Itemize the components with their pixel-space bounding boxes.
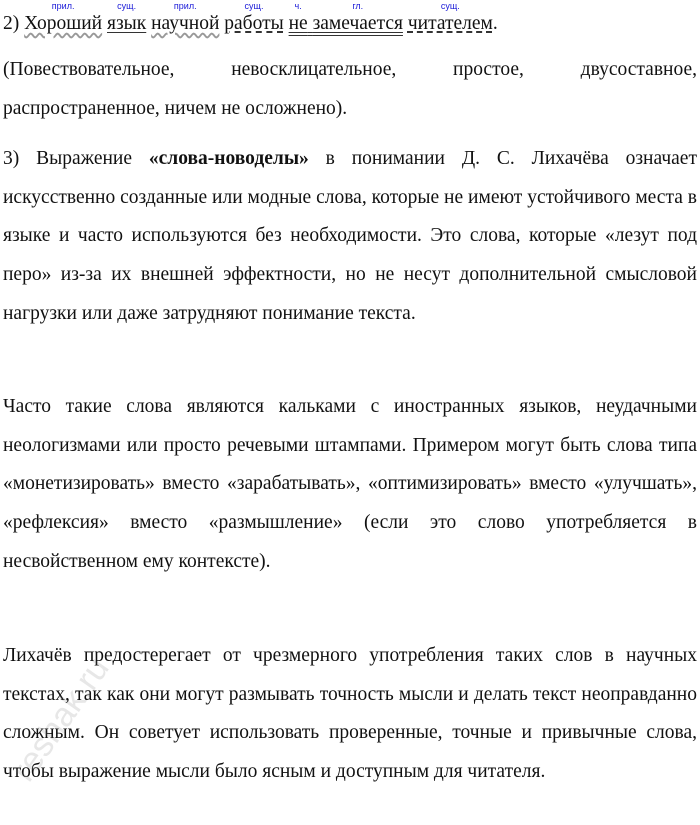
paragraph-examples: Часто такие слова являются кальками с иностранных языков, неудачными неологизмами или просто речевыми штампами. Примером могут быть слова типа «монетизировать» вместо «зарабатывать», «оптимизировать» вместо «улучшать», «рефлексия» вместо «размышление» (если это слово употребляется в несвойственном ему контексте).: [3, 396, 697, 572]
paragraph-conclusion: Лихачёв предостерегает от чрезмерного употребления таких слов в научных текстах, так как они могут размывать точность мысли и делать текст неоправданно сложным. Он советует использовать проверенные, точные и привычные слова, чтобы выражение мысли было ясным и доступным для читателя.: [3, 645, 697, 783]
pos-label: сущ.: [117, 1, 137, 11]
word: прил. Хороший: [24, 1, 103, 34]
watermark: reshak.ru: [4, 650, 117, 789]
pos-label: прил.: [51, 1, 75, 11]
word: сущ. читателем: [407, 1, 493, 34]
word: гл. замечается: [312, 1, 403, 34]
pos-label: прил.: [173, 1, 197, 11]
word: ч. не: [288, 1, 308, 34]
pos-label: гл.: [352, 1, 364, 11]
term-bold: «слова-новоделы»: [148, 148, 309, 169]
word: сущ. работы: [224, 1, 284, 34]
pos-label: сущ.: [440, 1, 460, 11]
pos-label: сущ.: [244, 1, 264, 11]
pos-label: ч.: [294, 1, 302, 11]
word: сущ. язык: [107, 1, 147, 34]
item-number: 2): [3, 13, 20, 34]
word: прил. научной: [151, 1, 220, 34]
sentence-analysis: (Повествовательное, невосклицательное, простое, двусоставное, распространенное, ничем не осложнено).: [3, 59, 697, 119]
item-3-paragraph: 3) Выражение «слова-новоделы» в понимании Д. С. Лихачёва означает искусственно созданные или модные слова, которые не имеют устойчивого места в языке и часто используются без необходимости. Это слова, которые «лезут под перо» из-за их внешней эффектности, но не несут дополнительной смысловой нагрузки или даже затрудняют понимание текста.: [3, 148, 697, 324]
sentence-parse: 2) прил. Хороший сущ. язык прил. научной сущ. работы ч. не гл. замечается сущ. читателем.: [3, 1, 498, 34]
